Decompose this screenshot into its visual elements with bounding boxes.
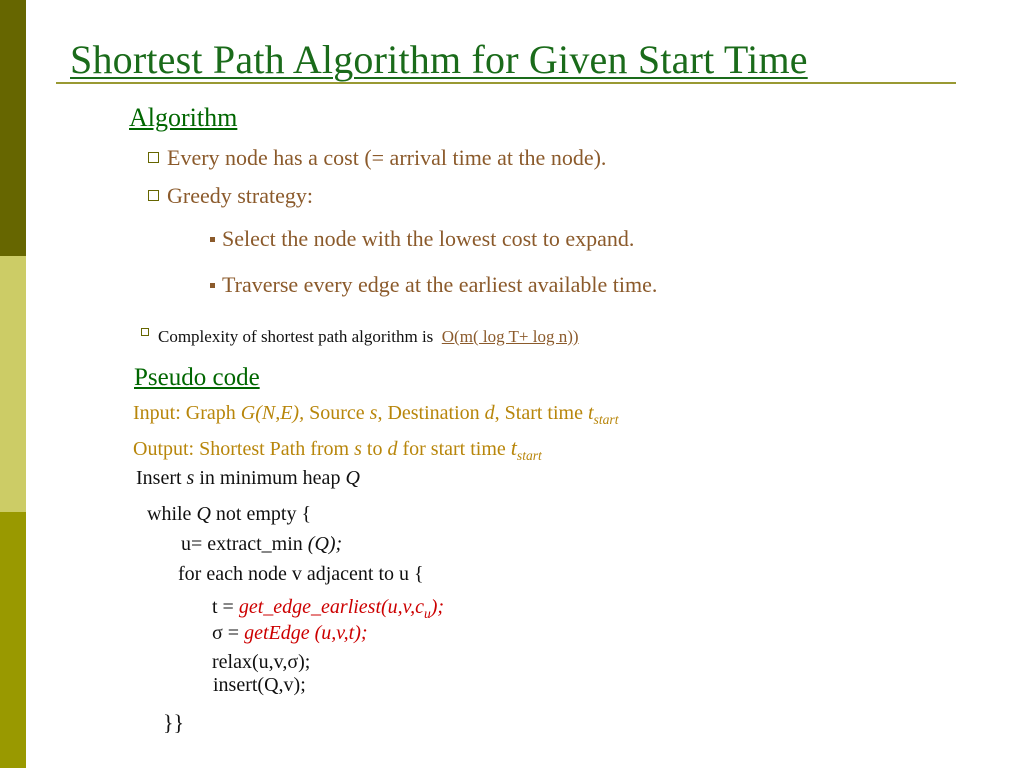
box-bullet-icon: [148, 190, 159, 201]
input-source-label: Source: [304, 402, 370, 424]
code-foreach-line: for each node v adjacent to u {: [178, 563, 424, 585]
square-bullet-icon: [210, 237, 215, 242]
sidebar-stripe: [0, 0, 26, 768]
code-t-a: t =: [212, 596, 239, 618]
code-t-c: );: [430, 596, 445, 618]
code-insert-line: [136, 467, 360, 490]
title-underline-rule: [56, 82, 956, 84]
square-bullet-icon: [210, 283, 215, 288]
sidebar-segment-middle: [0, 256, 26, 512]
input-start-var: t: [587, 402, 594, 424]
sub-bullet-select-text: Select the node with the lowest cost to expand.: [222, 226, 635, 251]
code-extract-a: u= extract_min: [181, 533, 308, 555]
input-start-subscript: start: [593, 412, 619, 427]
box-bullet-icon: [148, 152, 159, 163]
sidebar-segment-top: [0, 0, 26, 256]
input-start-label: , Start time: [494, 402, 588, 424]
code-insert2-line: insert(Q,v);: [213, 674, 306, 696]
input-prefix: Input: Graph: [133, 402, 241, 424]
output-to: to: [361, 438, 388, 460]
code-sigma-b: getEdge (u,v,t);: [244, 622, 368, 644]
bullet-cost-text: Every node has a cost (= arrival time at the node).: [167, 145, 607, 170]
box-bullet-icon: [141, 328, 149, 336]
code-extract-line: [181, 533, 342, 556]
sub-bullet-traverse: [210, 272, 657, 298]
code-insert-a: Insert: [136, 467, 187, 489]
output-prefix: Output: Shortest Path from: [133, 438, 355, 460]
algorithm-heading: Algorithm: [129, 103, 238, 132]
code-extract-b: (Q);: [307, 533, 343, 555]
input-dest-label: , Destination: [377, 402, 485, 424]
output-time-var: t: [510, 435, 517, 460]
code-t-sub: u: [423, 606, 431, 621]
code-insert-s: s: [186, 467, 195, 489]
code-t-b: get_edge_earliest(u,v,c: [238, 596, 424, 618]
bullet-greedy-text: Greedy strategy:: [167, 183, 313, 208]
code-t-line: [212, 596, 444, 622]
output-dest-var: d: [387, 438, 398, 460]
code-close-braces: }}: [163, 710, 185, 735]
code-while-b: not empty {: [210, 503, 312, 525]
code-insert-b: in minimum heap: [194, 467, 346, 489]
sidebar-segment-bottom: [0, 512, 26, 768]
input-source-var: s: [369, 402, 378, 424]
code-sigma-a: σ =: [212, 622, 245, 644]
complexity-link[interactable]: O(m( log T+ log n)): [441, 327, 579, 346]
sub-bullet-traverse-text: Traverse every edge at the earliest available time.: [222, 272, 658, 297]
code-relax-line: relax(u,v,σ);: [212, 651, 311, 673]
output-rest: for start time: [397, 438, 511, 460]
pseudo-code-heading: Pseudo code: [134, 364, 260, 391]
complexity-line: [141, 327, 579, 347]
code-sigma-line: [212, 622, 368, 645]
input-dest-var: d: [484, 402, 495, 424]
code-while-q: Q: [196, 503, 211, 525]
slide-title: Shortest Path Algorithm for Given Start Time: [70, 37, 808, 82]
output-source-var: s: [354, 438, 362, 460]
output-line: [133, 435, 542, 464]
output-time-subscript: start: [516, 448, 542, 463]
code-insert-q: Q: [345, 467, 360, 489]
code-while-a: while: [147, 503, 197, 525]
bullet-greedy: [148, 183, 313, 209]
input-graph: G(N,E),: [240, 402, 305, 424]
code-while-line: [147, 503, 311, 526]
complexity-label: Complexity of shortest path algorithm is: [158, 327, 434, 346]
sub-bullet-select: [210, 226, 634, 252]
input-line: [133, 402, 618, 428]
bullet-cost: [148, 145, 606, 171]
